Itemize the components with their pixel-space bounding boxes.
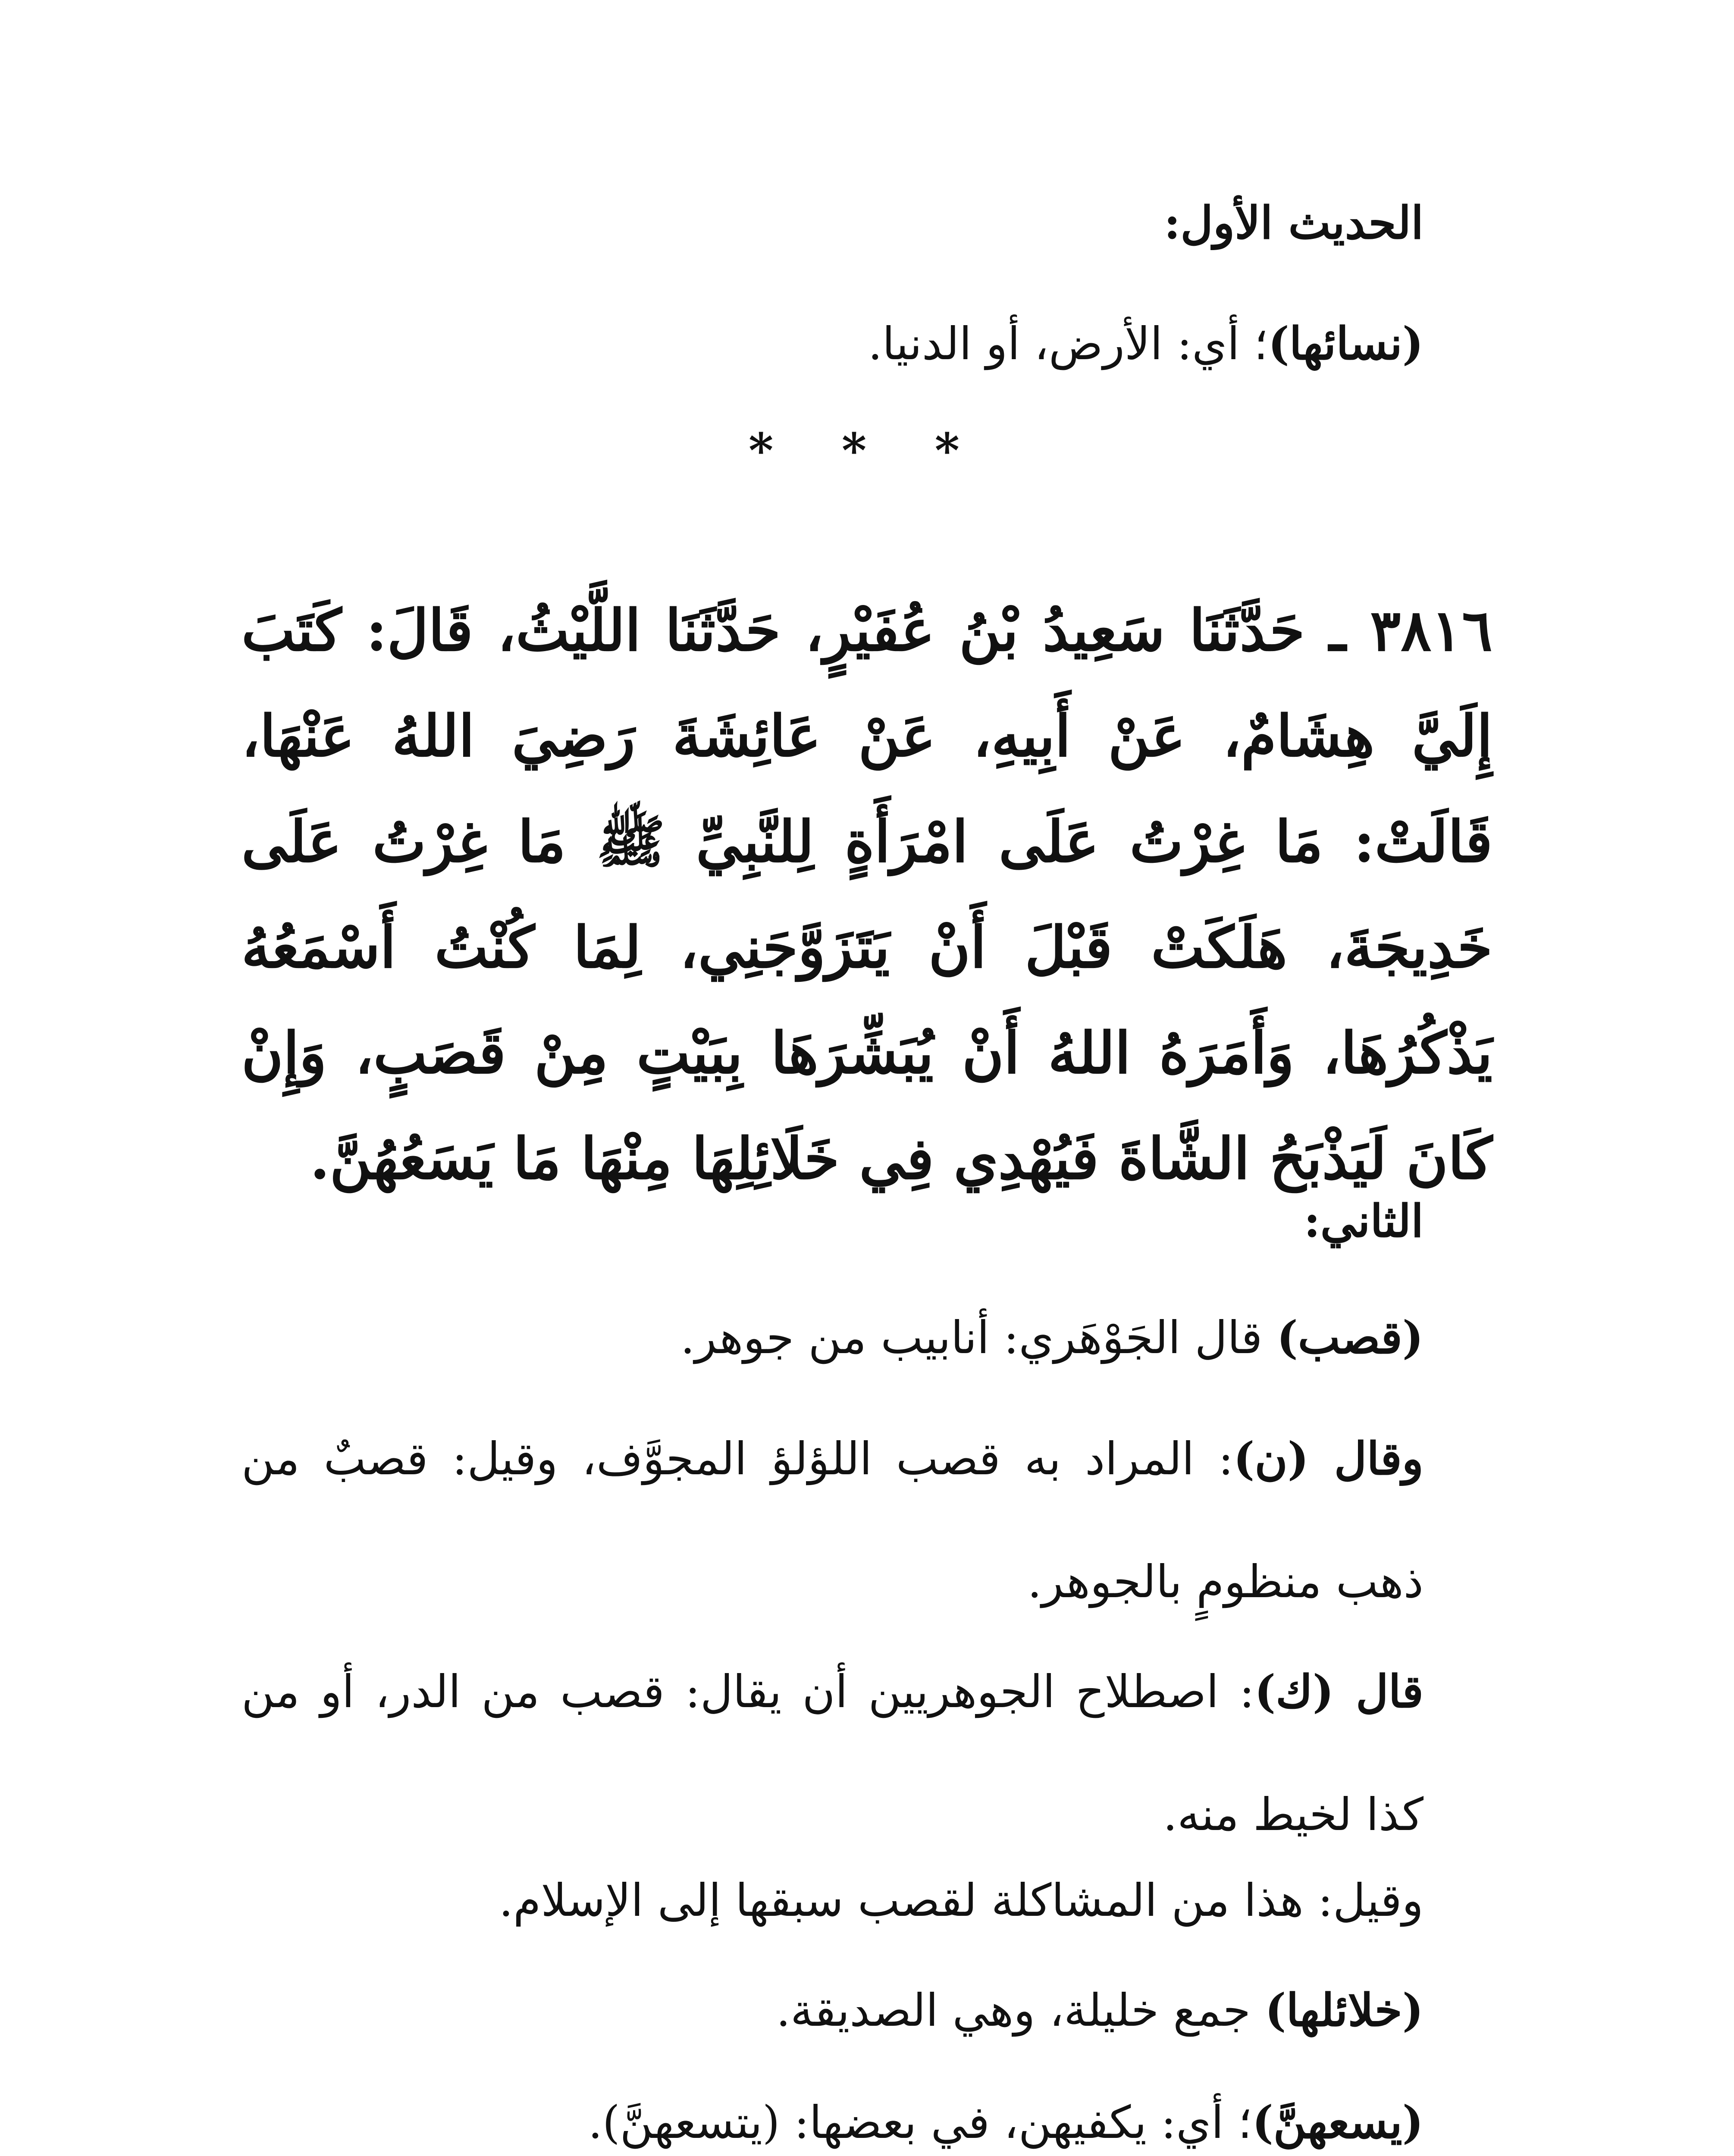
gloss-kirmani <box>241 1630 1424 1876</box>
gloss-khalailiha <box>224 1984 1424 2037</box>
gloss-text: : اصطلاح الجوهريين أن يقال: قصب من الدر، أو من كذا لخيط منه. <box>241 1665 1424 1841</box>
gloss-mushakala: وقيل: هذا من المشاكلة لقصب سبقها إلى الإسلام. <box>499 1874 1424 1927</box>
separator-stars-top: * * * <box>748 423 986 478</box>
hadith-3816-text: ٣٨١٦ ـ حَدَّثَنَا سَعِيدُ بْنُ عُفَيْرٍ، حَدَّثَنَا اللَّيْثُ، قَالَ: كَتَبَ إِلَيَّ هِشَامٌ، عَنْ أَبِيهِ، عَنْ عَائِشَةَ رَضِيَ اللهُ عَنْهَا، قَالَتْ: مَا غِرْتُ عَلَى امْرَأَةٍ لِلنَّبِيِّ ﷺ مَا غِرْتُ عَلَى خَدِيجَةَ، هَلَكَتْ قَبْلَ أَنْ يَتَزَوَّجَنِي، لِمَا كُنْتُ أَسْمَعُهُ يَذْكُرُهَا، وَأَمَرَهُ اللهُ أَنْ يُبَشِّرَهَا بِبَيْتٍ مِنْ قَصَبٍ، وَإِنْ كَانَ لَيَذْبَحُ الشَّاةَ فَيُهْدِي فِي خَلَائِلِهَا مِنْهَا مَا يَسَعُهُنَّ. <box>241 597 1493 1192</box>
gloss-term: قال (ك) <box>1254 1665 1424 1718</box>
gloss-term: (قصب) <box>1276 1311 1424 1364</box>
gloss-term: (يسعهنَّ) <box>1252 2096 1424 2149</box>
gloss-term: وقال (ن) <box>1233 1432 1424 1485</box>
gloss-text: جمع خليلة، وهي الصديقة. <box>776 1984 1265 2037</box>
gloss-nawawi <box>241 1397 1424 1643</box>
heading-second-hadith: الثاني: <box>1304 1194 1424 1247</box>
gloss-text: قال الجَوْهَري: أنابيب من جوهر. <box>680 1311 1277 1364</box>
gloss-term: (نسائها) <box>1268 317 1424 370</box>
gloss-term: (خلائلها) <box>1265 1984 1424 2037</box>
gloss-text: : المراد به قصب اللؤلؤ المجوَّف، وقيل: قصبٌ من ذهب منظومٍ بالجوهر. <box>241 1432 1424 1608</box>
gloss-text: ؛ أي: الأرض، أو الدنيا. <box>868 317 1268 370</box>
gloss-qasab <box>224 1311 1424 1365</box>
gloss-text: ؛ أي: يكفيهن، في بعضها: (يتسعهنَّ). <box>588 2096 1252 2149</box>
heading-first-hadith: الحديث الأول: <box>1164 196 1424 249</box>
gloss-nisaiha <box>224 317 1424 371</box>
gloss-yasauhunna <box>224 2096 1424 2150</box>
